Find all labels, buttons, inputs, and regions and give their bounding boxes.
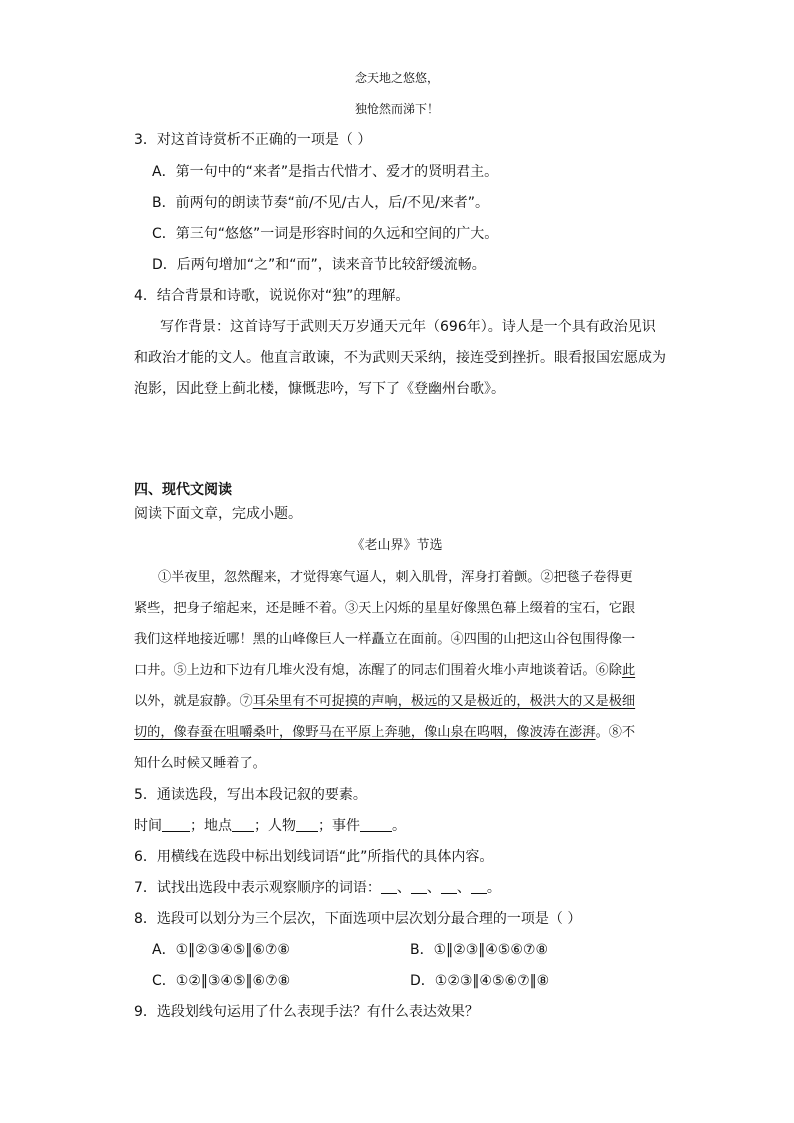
question-8-option-d: D．①②③‖④⑤⑥⑦‖⑧	[410, 973, 550, 989]
article-line-2: 紧些，把身子缩起来，还是睡不着。③天上闪烁的星星好像黑色幕上缀着的宝石，它跟	[134, 601, 636, 616]
answer-blank-event[interactable]	[360, 817, 392, 832]
question-4-background-1: 写作背景：这首诗写于武则天万岁通天元年（696年）。诗人是一个具有政治见识	[160, 319, 656, 335]
article-title: 《老山界》节选	[351, 538, 443, 553]
question-8-stem: 8．选段可以划分为三个层次，下面选项中层次划分最合理的一项是（ ）	[134, 911, 582, 927]
article-line-3: 我们这样地接近哪！黑的山峰像巨人一样矗立在面前。④四围的山把这山谷包围得像一	[134, 632, 636, 647]
question-8-option-c: C．①②‖③④⑤‖⑥⑦⑧	[152, 973, 291, 989]
article-line-6	[134, 723, 635, 743]
answer-blank-place[interactable]	[232, 817, 254, 832]
article-line-6-text: 。⑧不	[595, 725, 636, 740]
question-3-option-a: A．第一句中的“来者”是指古代惜才、爱才的贤明君主。	[152, 164, 499, 180]
answer-blank-4[interactable]	[471, 879, 487, 894]
question-3-stem: 3．对这首诗赏析不正确的一项是（ ）	[134, 132, 372, 148]
underlined-sentence-part-1: 耳朵里有不可捉摸的声响，极远的又是极近的，极洪大的又是极细	[252, 694, 636, 709]
label-time: 时间	[134, 818, 162, 834]
question-7-text: 7．试找出选段中表示观察顺序的词语：	[134, 880, 381, 896]
article-line-4	[134, 661, 635, 681]
separator: 、	[456, 880, 471, 896]
separator: 、	[396, 880, 411, 896]
question-8-option-b: B．①‖②③‖④⑤⑥⑦⑧	[410, 942, 549, 958]
question-7-stem	[134, 878, 501, 898]
article-line-5-text: 以外，就是寂静。⑦	[134, 694, 253, 709]
section-4-instruction: 阅读下面文章，完成小题。	[134, 506, 302, 522]
article-line-4-text: 口井。⑤上边和下边有几堆火没有熄，冻醒了的同志们围着火堆小声地谈着话。⑥除	[134, 663, 622, 678]
question-3-option-b: B．前两句的朗读节奏“前/不见/古人，后/不见/来者”。	[152, 195, 489, 211]
question-6-stem: 6．用横线在选段中标出划线词语“此”所指代的具体内容。	[134, 849, 494, 865]
separator: 、	[426, 880, 441, 896]
section-4-title: 四、现代文阅读	[134, 482, 232, 498]
poem-line-2: 独怆然而涕下！	[354, 102, 439, 116]
question-5-elements	[134, 816, 406, 836]
poem-line-1: 念天地之悠悠，	[354, 71, 439, 85]
question-8-option-a: A．①‖②③④⑤‖⑥⑦⑧	[152, 942, 290, 958]
label-place: ；地点	[190, 818, 232, 834]
answer-blank-3[interactable]	[441, 879, 457, 894]
end-mark: 。	[392, 818, 406, 834]
question-5-stem: 5．通读选段，写出本段记叙的要素。	[134, 787, 367, 803]
underlined-word-ci: 此	[621, 663, 636, 678]
question-3-option-d: D．后两句增加“之”和“而”，读来音节比较舒缓流畅。	[152, 257, 486, 273]
answer-blank-time[interactable]	[162, 817, 190, 832]
question-4-background-3: 泡影，因此登上蓟北楼，慷慨悲吟，写下了《登幽州台歌》。	[134, 381, 505, 397]
question-4-background-2: 和政治才能的文人。他直言敢谏，不为武则天采纳，接连受到挫折。眼看报国宏愿成为	[134, 350, 666, 366]
question-9-stem: 9．选段划线句运用了什么表现手法？有什么表达效果？	[134, 1004, 479, 1020]
question-3-option-c: C．第三句“悠悠”一词是形容时间的久远和空间的广大。	[152, 226, 499, 242]
article-line-1: ①半夜里，忽然醒来，才觉得寒气逼人，刺入肌骨，浑身打着颤。②把毯子卷得更	[158, 570, 633, 585]
answer-blank-person[interactable]	[296, 817, 318, 832]
question-4-stem: 4．结合背景和诗歌，说说你对“独”的理解。	[134, 288, 410, 304]
label-person: ；人物	[254, 818, 296, 834]
end-mark: 。	[486, 880, 501, 896]
answer-blank-2[interactable]	[411, 879, 427, 894]
article-line-5	[134, 692, 635, 712]
underlined-sentence-part-2: 切的，像春蚕在咀嚼桑叶，像野马在平原上奔驰，像山泉在呜咽，像波涛在澎湃	[134, 725, 596, 740]
answer-blank-1[interactable]	[381, 879, 397, 894]
label-event: ；事件	[318, 818, 360, 834]
article-line-7: 知什么时候又睡着了。	[134, 756, 266, 771]
